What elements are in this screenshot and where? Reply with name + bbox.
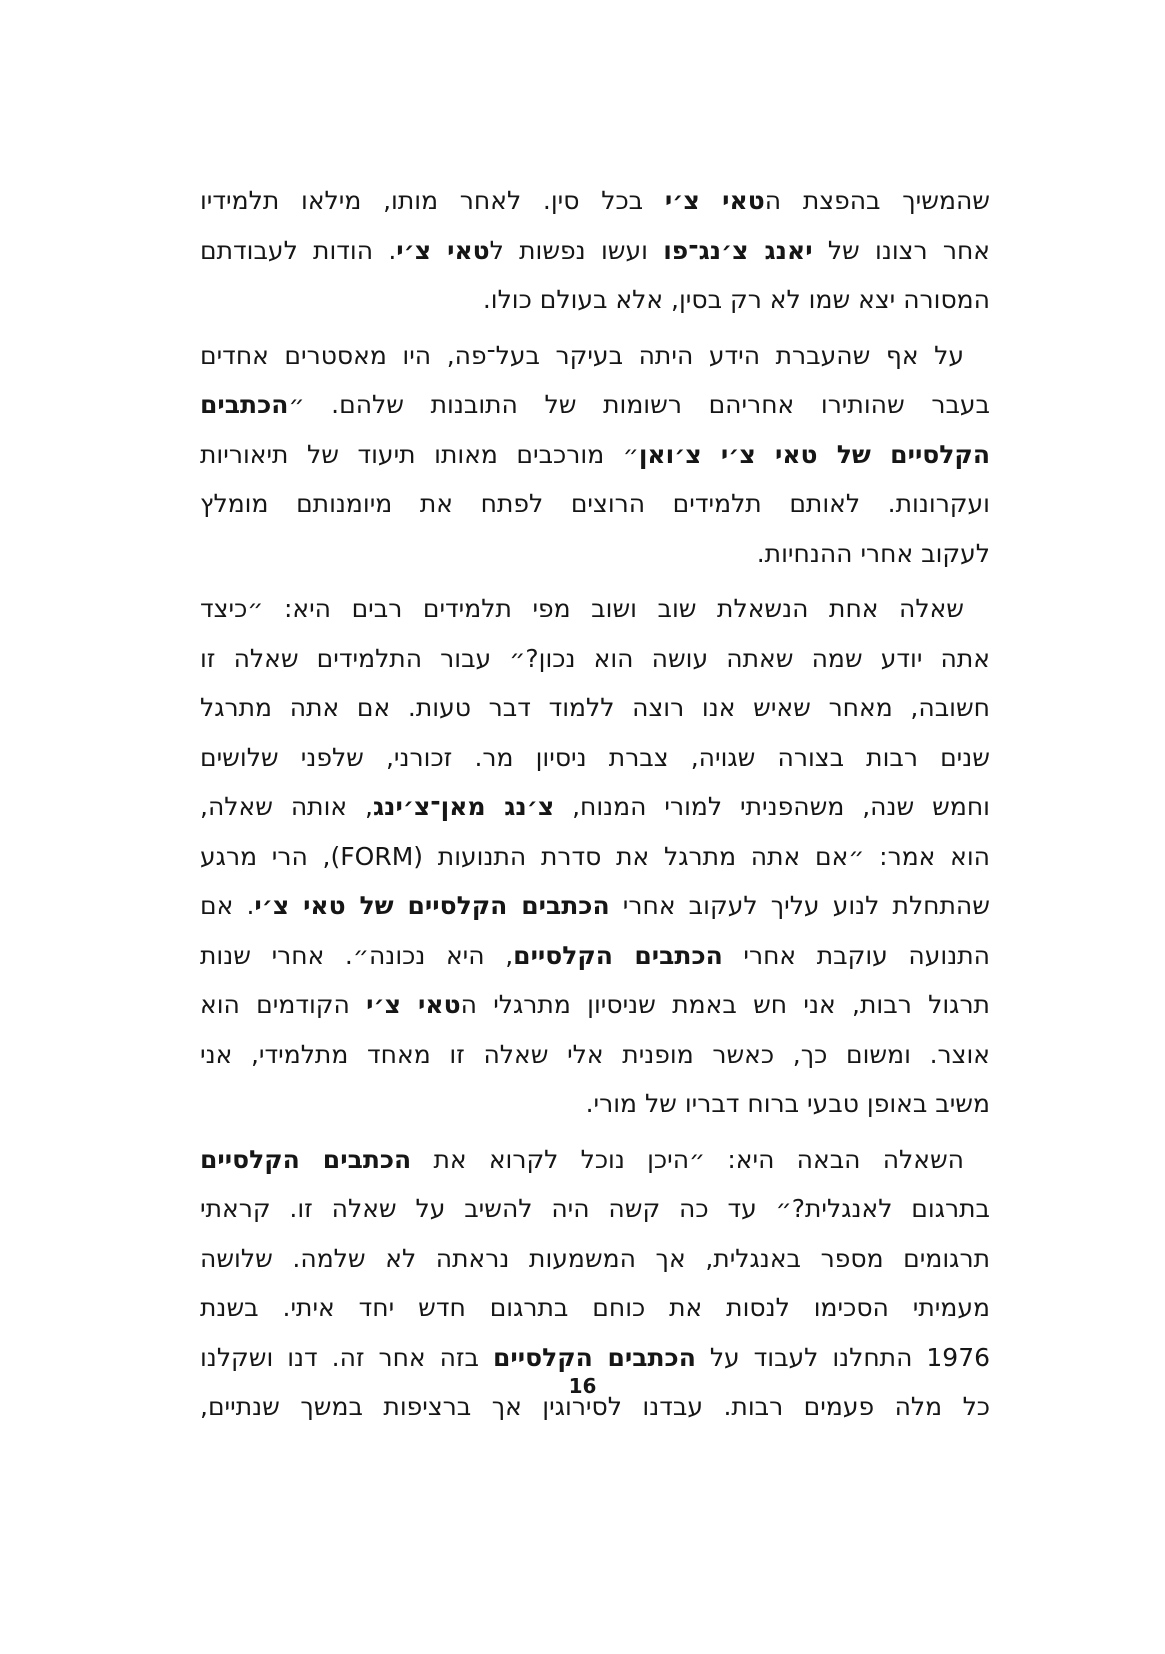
bold-term: צ׳נג מאן־צ׳ינג bbox=[373, 792, 555, 821]
text-line bbox=[200, 1234, 990, 1284]
text-run: אחר רצונו של bbox=[812, 235, 990, 265]
text-line bbox=[200, 1079, 990, 1129]
bold-term: טאי צ׳י bbox=[396, 235, 490, 265]
paragraph bbox=[200, 176, 990, 325]
bold-term: הכתבים bbox=[200, 390, 289, 419]
text-line bbox=[200, 980, 990, 1030]
text-line bbox=[200, 479, 990, 529]
text-line bbox=[200, 275, 990, 325]
text-line bbox=[200, 529, 990, 579]
text-run: בזה אחר זה. דנו ושקלנו bbox=[200, 1342, 493, 1372]
text-line bbox=[200, 176, 990, 226]
text-run: שנים רבות בצורה שגויה, צברת ניסיון מר. זכורני, שלפני שלושים bbox=[200, 742, 990, 772]
text-run: בתרגום לאנגלית?״ עד כה קשה היה להשיב על שאלה זו. קראתי bbox=[200, 1194, 990, 1223]
text-line bbox=[200, 226, 990, 276]
text-run: וחמש שנה, משהפניתי למורי המנוח, bbox=[554, 792, 990, 821]
text-line bbox=[200, 380, 990, 430]
bold-term: טאי צ׳י bbox=[664, 186, 765, 215]
text-run: ״ מורכבים מאותו תיעוד של תיאוריות bbox=[200, 439, 639, 469]
text-line bbox=[200, 881, 990, 931]
text-line bbox=[200, 931, 990, 981]
text-run: על אף שהעברת הידע היתה בעיקר בעל־פה, היו מאסטרים אחדים bbox=[200, 340, 964, 370]
text-line bbox=[200, 1184, 990, 1234]
text-line bbox=[200, 733, 990, 783]
page-number: 16 bbox=[568, 1374, 597, 1398]
bold-term: הכתבים הקלסיים bbox=[200, 1144, 412, 1174]
text-run: מעמיתי הסכימו לנסות את כוחם בתרגום חדש יחד איתי. בשנת bbox=[200, 1293, 990, 1322]
text-run: שהתחלת לנוע עליך לעקוב אחרי bbox=[609, 891, 990, 920]
text-run: המסורה יצא שמו לא רק בסין, אלא בעולם כולו. bbox=[482, 285, 990, 314]
text-line bbox=[200, 1135, 990, 1185]
bold-term: הקלסיים של טאי צ׳י צ׳ואן bbox=[638, 439, 991, 469]
text-run: . הודות לעבודתם bbox=[200, 235, 397, 265]
text-run: אתה יודע שמה שאתה עושה הוא נכון?״ עבור התלמידים שאלה זו bbox=[200, 643, 990, 673]
text-run: , היא נכונה״. אחרי שנות bbox=[200, 940, 514, 970]
text-run: . אם bbox=[200, 891, 255, 920]
text-run: תרגול רבות, אני חש באמת שניסיון מתרגלי ה bbox=[460, 990, 990, 1019]
text-run: אוצר. ומשום כך, כאשר מופנית אלי שאלה זו מאחד מתלמידי, אני bbox=[200, 1039, 990, 1069]
text-line bbox=[200, 584, 990, 634]
text-run: לעקוב אחרי ההנחיות. bbox=[756, 538, 990, 568]
text-line bbox=[200, 430, 990, 480]
text-run: השאלה הבאה היא: ״היכן נוכל לקרוא את bbox=[411, 1144, 964, 1174]
text-run: שאלה אחת הנשאלת שוב ושוב מפי תלמידים רבים היא: ״כיצד bbox=[200, 594, 964, 623]
text-line bbox=[200, 1283, 990, 1333]
text-run: שהמשיך בהפצת ה bbox=[764, 186, 990, 215]
text-run: בכל סין. לאחר מותו, מילאו תלמידיו bbox=[200, 186, 665, 215]
body-text bbox=[200, 176, 990, 1432]
text-line bbox=[200, 782, 990, 832]
text-run: , אותה שאלה, bbox=[200, 792, 374, 821]
paragraph bbox=[200, 584, 990, 1129]
text-run: 1976 התחלנו לעבוד על bbox=[695, 1342, 991, 1372]
text-run: הקודמים הוא bbox=[200, 990, 367, 1019]
bold-term: הכתבים הקלסיים bbox=[492, 1342, 696, 1372]
paragraph bbox=[200, 331, 990, 579]
text-run: הוא אמר: ״אם אתה מתרגל את סדרת התנועות (FORM), הרי מרגע bbox=[200, 841, 990, 871]
text-run: חשובה, מאחר שאיש אנו רוצה ללמוד דבר טעות. אם אתה מתרגל bbox=[200, 693, 990, 722]
text-run: משיב באופן טבעי ברוח דבריו של מורי. bbox=[585, 1089, 990, 1118]
text-line bbox=[200, 634, 990, 684]
text-run: תרגומים מספר באנגלית, אך המשמעות נראתה לא שלמה. שלושה bbox=[200, 1243, 990, 1273]
bold-term: הכתבים הקלסיים של טאי צ׳י bbox=[254, 891, 610, 920]
text-run: ועשו נפשות ל bbox=[489, 235, 664, 265]
text-run: התנועה עוקבת אחרי bbox=[722, 940, 990, 970]
text-run: ועקרונות. לאותם תלמידים הרוצים לפתח את מיומנותם מומלץ bbox=[200, 489, 990, 518]
text-line bbox=[200, 1030, 990, 1080]
text-line bbox=[200, 683, 990, 733]
text-run: בעבר שהותירו אחריהם רשומות של התובנות שלהם. ״ bbox=[288, 390, 990, 419]
bold-term: הכתבים הקלסיים bbox=[513, 940, 723, 970]
text-run: כל מלה פעמים רבות. עבדנו לסירוגין אך ברציפות במשך שנתיים, bbox=[200, 1392, 990, 1421]
bold-term: יאנג צ׳נג־פו bbox=[663, 235, 813, 265]
bold-term: טאי צ׳י bbox=[366, 990, 461, 1019]
text-line bbox=[200, 832, 990, 882]
text-line bbox=[200, 331, 990, 381]
